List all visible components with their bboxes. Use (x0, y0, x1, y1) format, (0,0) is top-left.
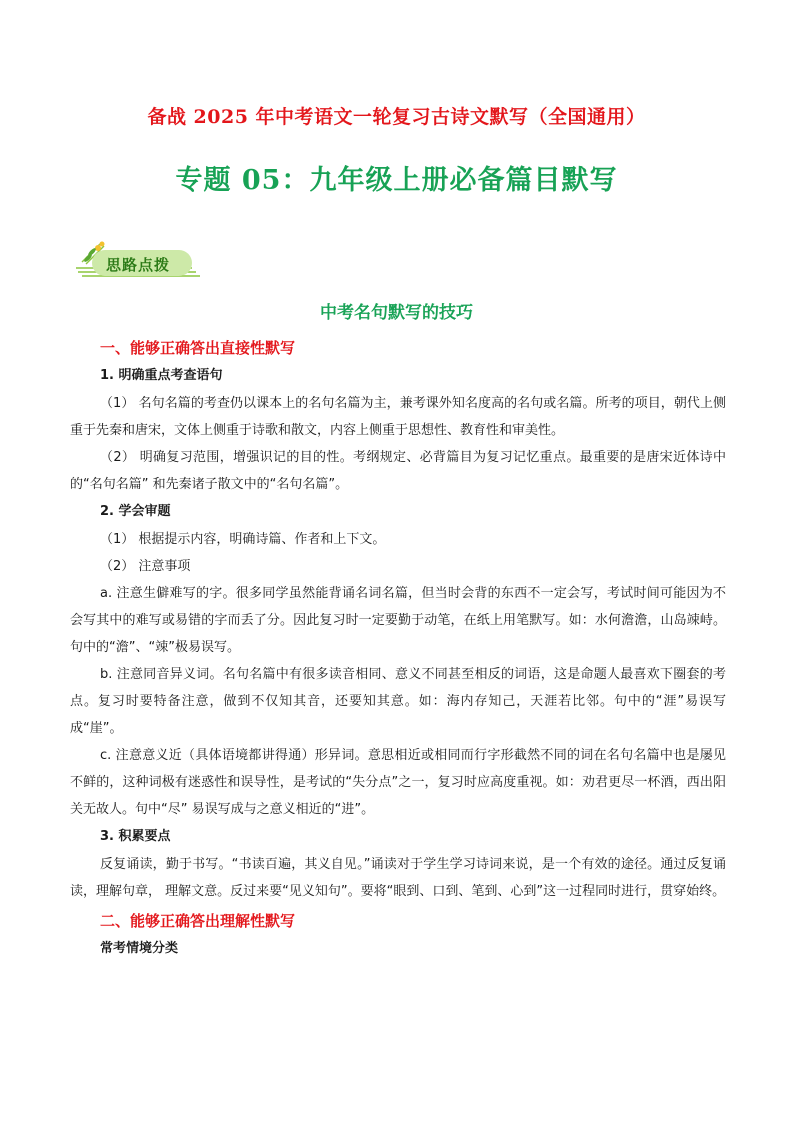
part1-sub2-heading: 2. 学会审题 (100, 504, 171, 519)
document-title: 备战 2025 年中考语文一轮复习古诗文默写（全国通用） (147, 106, 646, 128)
part1-sub1-para2: （2） 明确复习范围，增强识记的目的性。考纲规定、必背篇目为复习记忆重点。最重要的是唐宋近体诗中的“名句名篇” 和先秦诸子散文中的“名句名篇”。 (70, 450, 726, 492)
part1-sub2-a: a. 注意生僻难写的字。很多同学虽然能背诵名词名篇，但当时会背的东西不一定会写，考试时间可能因为不会写其中的难写或易错的字而丢了分。因此复习时一定要勤于动笔，在纸上用笔默写。如：水何澹澹，山岛竦峙。句中的“澹”、“竦”极易误写。 (70, 586, 726, 655)
part1-sub1-heading: 1. 明确重点考查语句 (100, 368, 223, 383)
part1-sub1-para1: （1） 名句名篇的考查仍以课本上的名句名篇为主，兼考课外知名度高的名句或名篇。所考的项目，朝代上侧重于先秦和唐宋，文体上侧重于诗歌和散文，内容上侧重于思想性、教育性和审美性。 (70, 396, 726, 438)
part1-heading: 一、能够正确答出直接性默写 (100, 339, 296, 357)
part2-sub-heading: 常考情境分类 (100, 941, 179, 956)
document-body (70, 334, 726, 963)
part1-sub2-c: c. 注意意义近（具体语境都讲得通）形异词。意思相近或相同而行字形截然不同的词在名句名篇中也是屡见不鲜的，这种词极有迷惑性和误导性，是考试的“失分点”之一，复习时应高度重视。如：劝君更尽一杯酒，西出阳关无故人。句中“尽” 易误写成与之意义相近的“进”。 (70, 748, 726, 817)
badge-label: 思路点拨 (106, 256, 171, 274)
part1-sub3-heading: 3. 积累要点 (100, 829, 171, 844)
section-badge (72, 238, 202, 278)
section-title: 中考名句默写的技巧 (320, 303, 473, 323)
part1-sub2-item1: （1） 根据提示内容，明确诗篇、作者和上下文。 (100, 532, 386, 547)
document-subtitle: 专题 05：九年级上册必备篇目默写 (175, 165, 618, 196)
part1-sub2-b: b. 注意同音异义词。名句名篇中有很多读音相同、意义不同甚至相反的词语，这是命题人最喜欢下圈套的考点。复习时要特备注意，做到不仅知其音，还要知其意。如：海内存知己，天涯若比邻。句中的“涯”易误写成“崖”。 (70, 667, 726, 736)
part2-heading: 二、能够正确答出理解性默写 (100, 912, 296, 930)
part1-sub2-item2: （2） 注意事项 (100, 559, 191, 574)
part1-sub3-para: 反复诵读，勤于书写。“书读百遍，其义自见。”诵读对于学生学习诗词来说，是一个有效的途径。通过反复诵读，理解句章， 理解文意。反过来要“见义知句”。要将“眼到、口到、笔到、心到”这一过程同时进行，贯穿始终。 (70, 857, 726, 899)
